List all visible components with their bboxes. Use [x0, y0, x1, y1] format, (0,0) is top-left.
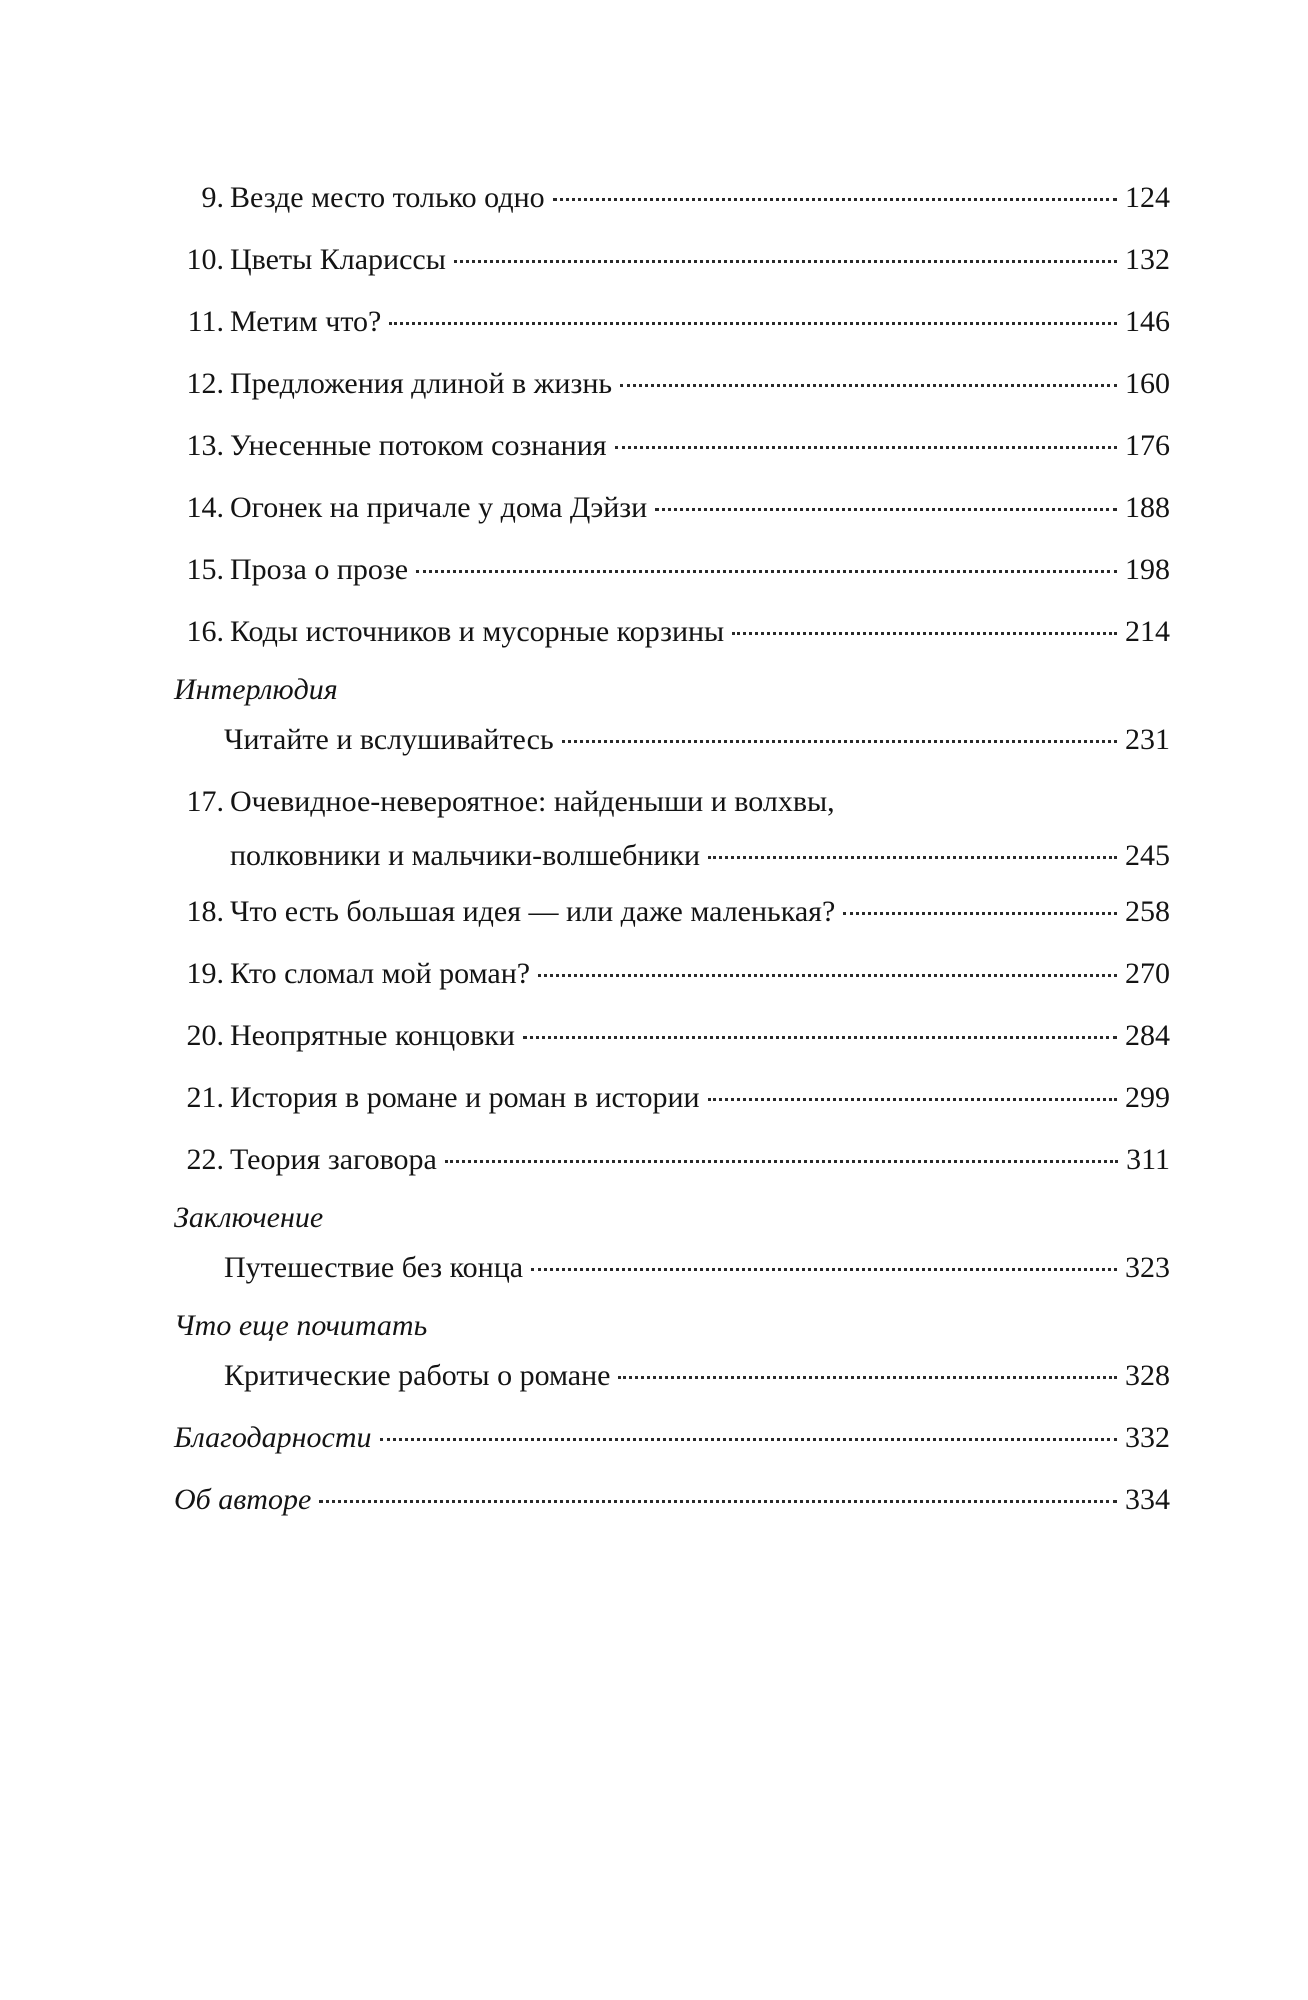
chapter-number: 11. [187, 305, 224, 338]
dot-leader [531, 1268, 1117, 1271]
chapter-number: 13. [186, 429, 224, 462]
chapter-number: 17. [186, 785, 224, 818]
chapter-title: Неопрятные концовки [230, 1019, 515, 1052]
page-number: 328 [1125, 1359, 1170, 1392]
chapter-title: Унесенные потоком сознания [230, 429, 607, 462]
chapter-title-line2: полковники и мальчики-волшебники [230, 839, 701, 872]
page-number: 334 [1125, 1483, 1170, 1516]
dot-leader [708, 1098, 1117, 1101]
chapter-title: История в романе и роман в истории [230, 1081, 700, 1114]
page-number: 284 [1125, 1019, 1170, 1052]
dot-leader [843, 912, 1117, 915]
chapter-number: 14. [186, 491, 224, 524]
chapter-title: Цветы Клариссы [230, 243, 446, 276]
chapter-title: Предложения длиной в жизнь [230, 367, 613, 400]
dot-leader [380, 1438, 1118, 1441]
toc-entry[interactable] [174, 892, 1170, 942]
toc-entry[interactable] [174, 782, 1170, 882]
page-number: 323 [1125, 1251, 1170, 1284]
toc-entry-acknowledgements[interactable] [174, 1418, 1170, 1468]
toc-entry[interactable] [174, 488, 1170, 538]
page-number: 258 [1125, 895, 1170, 928]
section-heading-further-reading: Что еще почитать [174, 1309, 428, 1342]
toc-entry[interactable] [174, 240, 1170, 290]
page-number: 299 [1125, 1081, 1170, 1114]
chapter-number: 15. [186, 553, 224, 586]
page-number: 188 [1125, 491, 1170, 524]
toc-entry-further-reading[interactable] [174, 1356, 1170, 1406]
chapter-title: Метим что? [230, 305, 382, 338]
chapter-title: Кто сломал мой роман? [230, 957, 531, 990]
dot-leader [445, 1160, 1118, 1163]
chapter-number: 10. [186, 243, 224, 276]
toc-entry[interactable] [174, 612, 1170, 662]
chapter-title: Благодарности [174, 1421, 372, 1454]
dot-leader [553, 198, 1117, 201]
chapter-number: 20. [186, 1019, 224, 1052]
dot-leader [618, 1376, 1117, 1379]
page-number: 311 [1126, 1143, 1170, 1176]
dot-leader [615, 446, 1117, 449]
toc-entry[interactable] [174, 1078, 1170, 1128]
page-number: 332 [1125, 1421, 1170, 1454]
chapter-number: 16. [186, 615, 224, 648]
toc-entry[interactable] [174, 550, 1170, 600]
dot-leader [620, 384, 1117, 387]
dot-leader [732, 632, 1117, 635]
toc-entry-conclusion[interactable] [174, 1248, 1170, 1298]
page-number: 214 [1125, 615, 1170, 648]
section-heading-interlude: Интерлюдия [174, 673, 338, 706]
dot-leader [416, 570, 1117, 573]
dot-leader [538, 974, 1117, 977]
dot-leader [523, 1036, 1117, 1039]
dot-leader [655, 508, 1117, 511]
chapter-title: Теория заговора [230, 1143, 437, 1176]
toc-entry[interactable] [174, 954, 1170, 1004]
chapter-title: Об авторе [174, 1483, 312, 1516]
chapter-number: 21. [186, 1081, 224, 1114]
toc-entry[interactable] [174, 178, 1170, 228]
chapter-title: Критические работы о романе [224, 1359, 611, 1392]
chapter-number: 19. [186, 957, 224, 990]
page-number: 124 [1125, 181, 1170, 214]
chapter-number: 22. [186, 1143, 224, 1176]
toc-entry[interactable] [174, 1016, 1170, 1066]
chapter-number: 9. [201, 181, 224, 214]
dot-leader [319, 1500, 1117, 1503]
chapter-title: Коды источников и мусорные корзины [230, 615, 725, 648]
chapter-title: Огонек на причале у дома Дэйзи [230, 491, 648, 524]
page-number: 245 [1125, 839, 1170, 872]
page-number: 176 [1125, 429, 1170, 462]
chapter-title-line1: Очевидное-невероятное: найденыши и волхвы, [230, 785, 835, 818]
page-number: 160 [1125, 367, 1170, 400]
chapter-number: 18. [186, 895, 224, 928]
chapter-title: Путешествие без конца [224, 1251, 524, 1284]
chapter-number: 12. [186, 367, 224, 400]
toc-entry[interactable] [174, 1140, 1170, 1190]
page-number: 231 [1125, 723, 1170, 756]
toc-entry[interactable] [174, 364, 1170, 414]
dot-leader [708, 856, 1117, 859]
page-number: 146 [1125, 305, 1170, 338]
dot-leader [454, 260, 1117, 263]
toc-entry-about-author[interactable] [174, 1480, 1170, 1530]
page-number: 198 [1125, 553, 1170, 586]
toc-entry[interactable] [174, 302, 1170, 352]
page-number: 270 [1125, 957, 1170, 990]
dot-leader [389, 322, 1117, 325]
section-heading-conclusion: Заключение [174, 1201, 324, 1234]
toc-entry-interlude[interactable] [174, 720, 1170, 770]
chapter-title: Везде место только одно [230, 181, 545, 214]
chapter-title: Проза о прозе [230, 553, 409, 586]
chapter-title: Читайте и вслушивайтесь [224, 723, 554, 756]
chapter-title: Что есть большая идея — или даже маленькая? [230, 895, 836, 928]
page-number: 132 [1125, 243, 1170, 276]
toc-entry[interactable] [174, 426, 1170, 476]
dot-leader [562, 740, 1117, 743]
